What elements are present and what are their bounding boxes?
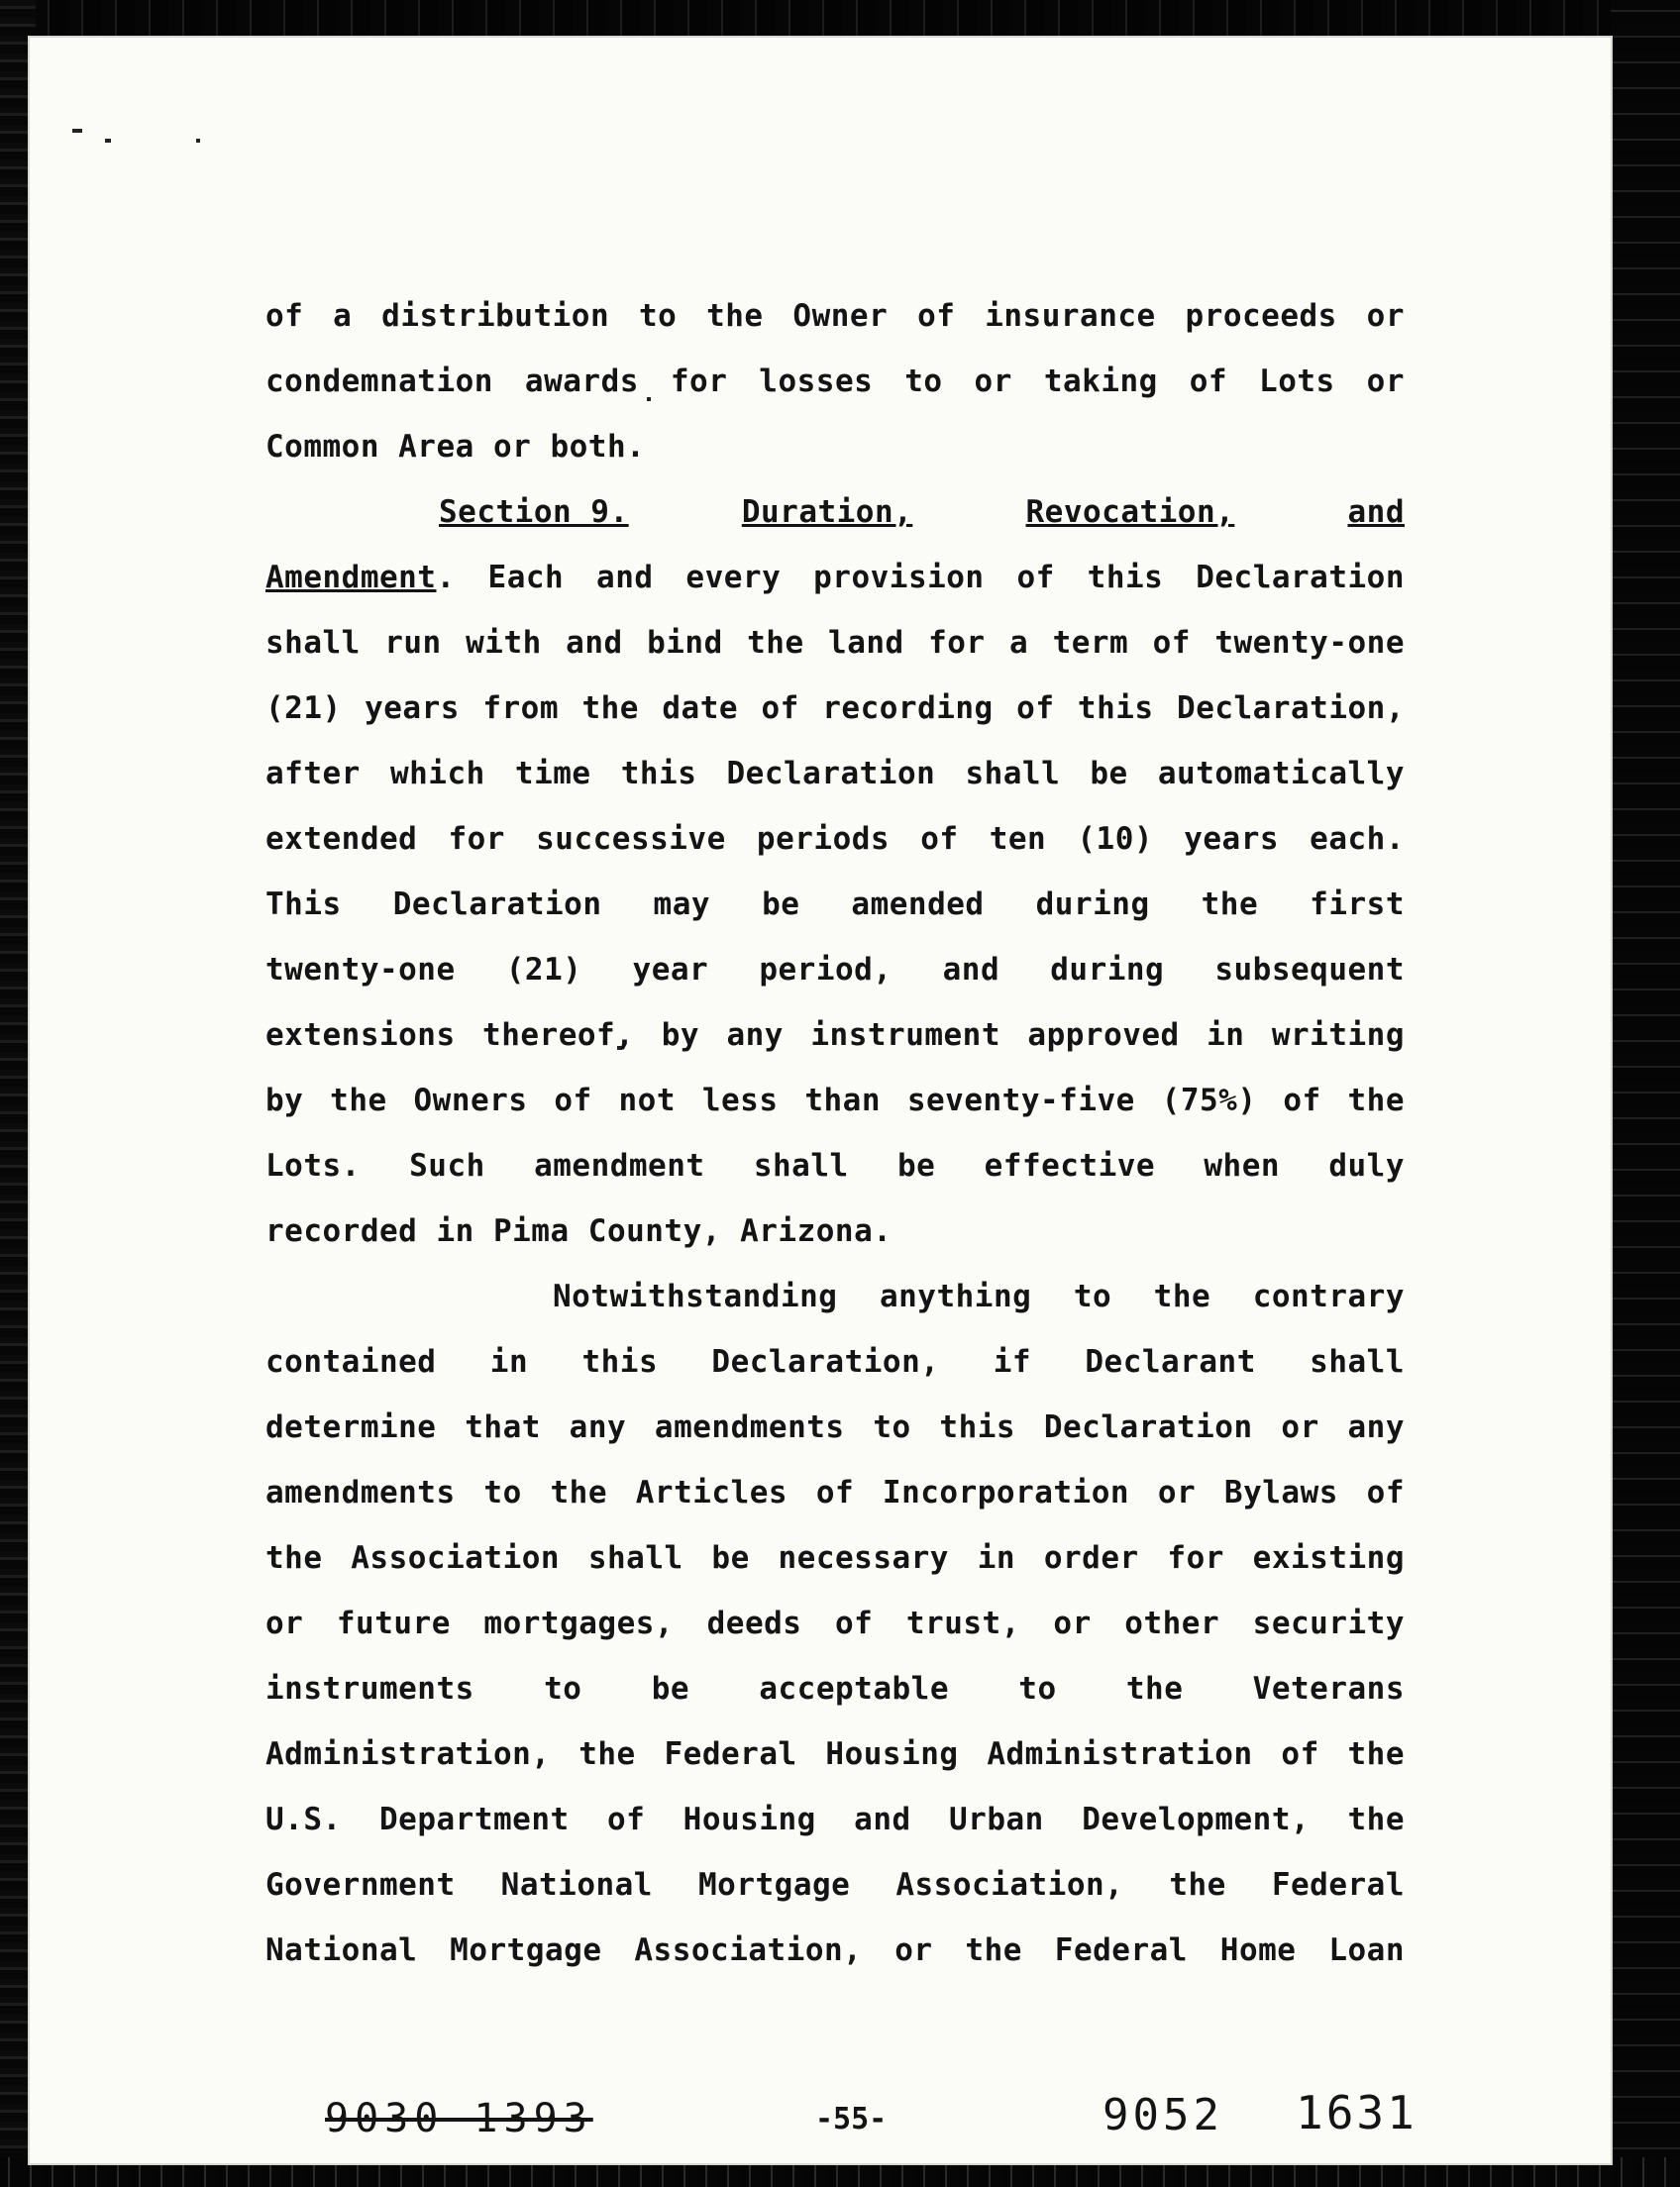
text-line: condemnation awards for losses to or taking of Lots or [265, 364, 1405, 399]
text-line: This Declaration may be amended during the first [265, 886, 1405, 922]
text-line: Notwithstanding anything to the contrary [553, 1279, 1405, 1314]
text-line: extensions thereof, by any instrument approved in writing [265, 1017, 1405, 1053]
text-line: amendments to the Articles of Incorporation or Bylaws of [265, 1475, 1405, 1510]
text-line: twenty-one (21) year period, and during subsequent [265, 952, 1405, 988]
text-line: U.S. Department of Housing and Urban Development, the [265, 1802, 1405, 1837]
heading-duration: Duration, [741, 494, 913, 530]
text-line: Government National Mortgage Association, the Federal [265, 1867, 1405, 1903]
text-line: instruments to be acceptable to the Veterans [265, 1671, 1405, 1707]
text-line: (21) years from the date of recording of this Declaration, [265, 690, 1405, 726]
text-line: recorded in Pima County, Arizona. [265, 1213, 892, 1249]
text-line: or future mortgages, deeds of trust, or other security [265, 1606, 1405, 1641]
page-reference: 1631 [1296, 2086, 1418, 2139]
section-heading [265, 479, 1405, 545]
recording-number: 9052 [1102, 2090, 1223, 2140]
page-footer [28, 2086, 1613, 2155]
text-line: National Mortgage Association, or the Federal Home Loan [265, 1932, 1405, 1968]
text-line: by the Owners of not less than seventy-five (75%) of the [265, 1083, 1405, 1118]
page-number: -55- [815, 2102, 888, 2136]
struck-recording-numbers: 9030 1393 [325, 2096, 593, 2141]
scan-border-top [0, 0, 1680, 40]
text-line: Lots. Such amendment shall be effective when duly [265, 1148, 1405, 1184]
text-line: shall run with and bind the land for a term of twenty-one [265, 625, 1405, 661]
text-line: determine that any amendments to this Declaration or any [265, 1409, 1405, 1445]
text-line: contained in this Declaration, if Declarant shall [265, 1344, 1405, 1380]
text-line: Administration, the Federal Housing Administration of the [265, 1736, 1405, 1772]
text-line: after which time this Declaration shall be automatically [265, 756, 1405, 791]
scan-border-right [1611, 0, 1680, 2187]
text-line: of a distribution to the Owner of insurance proceeds or [265, 298, 1405, 334]
text-line: the Association shall be necessary in order for existing [265, 1540, 1405, 1576]
text-line: Amendment. Each and every provision of this Declaration [265, 560, 1406, 595]
section-label: Section 9. [439, 494, 629, 530]
document-text [265, 283, 1405, 1983]
heading-and: and [1347, 494, 1405, 530]
document-page [28, 36, 1613, 2165]
section-body-first: Each and every provision of this Declaration [487, 560, 1406, 595]
text-line: Common Area or both. [265, 429, 646, 465]
heading-amendment: Amendment [265, 560, 437, 595]
text-line: extended for successive periods of ten (10) years each. [265, 821, 1405, 857]
heading-revocation: Revocation, [1025, 494, 1235, 530]
